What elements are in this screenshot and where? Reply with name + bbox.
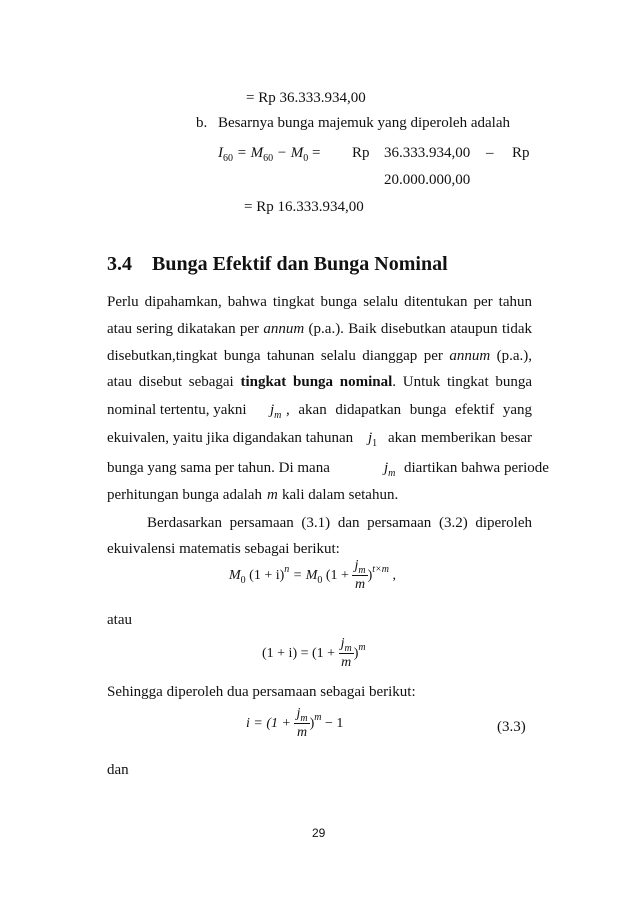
para1-line-5a: nominal tertentu, yakni: [107, 402, 247, 418]
para1-line-7c: diartikan bahwa periode: [404, 460, 549, 476]
amount-2: 20.000.000,00: [384, 172, 471, 188]
equation-3-label: (3.3): [497, 719, 526, 735]
list-item-b-text: Besarnya bunga majemuk yang diperoleh adalah: [218, 115, 510, 131]
equation-2-fraction: $\frac{j_m}{m}$: [340, 636, 352, 670]
para1-line-8a: perhitungan bunga adalah: [107, 487, 262, 503]
currency-rp-2: Rp: [512, 145, 530, 161]
para1-line-8c: kali dalam setahun.: [282, 487, 399, 503]
para1-line-4: atau disebut sebagai tingkat bunga nominal. Untuk tingkat bunga: [107, 374, 532, 390]
calc-result: = Rp 16.333.934,00: [244, 199, 364, 215]
para2-line-1: Berdasarkan persamaan (3.1) dan persamaan (3.2) diperoleh: [147, 515, 532, 531]
equation-1-fraction: $\frac{j_m}{m}$: [354, 558, 366, 592]
list-item-b-label: b.: [196, 115, 208, 131]
m-symbol: m: [267, 487, 278, 503]
jm-symbol-2: $j_m$: [384, 460, 396, 479]
minus-dash: –: [486, 145, 494, 161]
equation-2: (1 + i) = (1 + $\frac{j_m}{m}$ )$^m$: [262, 636, 366, 670]
amount-1: 36.333.934,00: [384, 145, 471, 161]
para1-line-1: Perlu dipahamkan, bahwa tingkat bunga selalu ditentukan per tahun: [107, 294, 532, 310]
section-number: 3.4: [107, 253, 132, 275]
para1-line-3: disebutkan,tingkat bunga tahunan selalu dianggap per annum (p.a.),: [107, 348, 532, 364]
para1-line-6a: ekuivalen, yaitu jika digandakan tahunan: [107, 430, 354, 446]
para1-line-2: atau sering dikatakan per annum (p.a.). Baik disebutkan ataupun tidak: [107, 321, 532, 337]
para1-line-5c: , akan didapatkan bunga efektif yang: [286, 402, 532, 418]
page-number: 29: [312, 826, 326, 840]
equation-1: $M_0$ $(1 + i)^n = M_0$ (1 + $\frac{j_m}{m}$ )$^{t\times m}$ ,: [229, 558, 396, 592]
interest-formula: $I_{60} = M_{60} - M_0$ =: [218, 145, 321, 164]
word-atau: atau: [107, 612, 132, 628]
equation-3-fraction: $\frac{j_m}{m}$: [296, 706, 308, 740]
section-title: Bunga Efektif dan Bunga Nominal: [152, 253, 448, 275]
equation-3: i = (1 + $\frac{j_m}{m}$ )$^m$ − 1: [246, 706, 344, 740]
currency-rp-1: Rp: [352, 145, 370, 161]
para2-line-2: ekuivalensi matematis sebagai berikut:: [107, 541, 340, 557]
jm-symbol-1: $j_m$: [270, 402, 282, 421]
para1-line-7a: bunga yang sama per tahun. Di mana: [107, 460, 330, 476]
para1-line-6c: akan memberikan besar: [388, 430, 532, 446]
para3: Sehingga diperoleh dua persamaan sebagai berikut:: [107, 684, 416, 700]
word-dan: dan: [107, 762, 129, 778]
j1-symbol: $j_1$: [368, 430, 378, 449]
calc-line-1: = Rp 36.333.934,00: [246, 90, 366, 106]
